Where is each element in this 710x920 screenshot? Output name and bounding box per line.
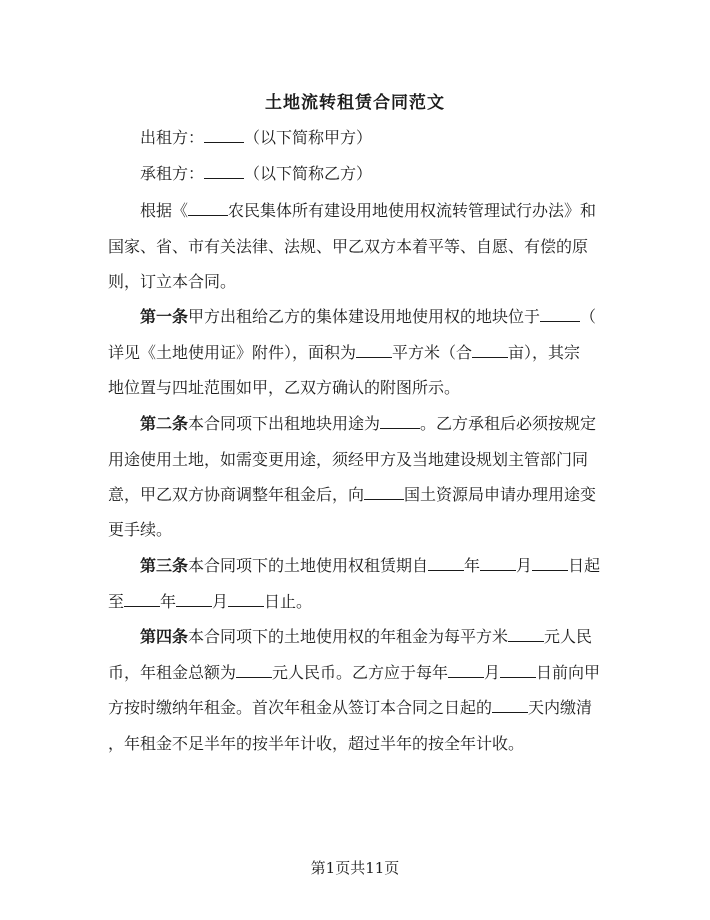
blank-field (500, 663, 536, 678)
article3-label: 第三条 (140, 556, 189, 575)
blank-field (176, 592, 212, 607)
blank-field (204, 128, 244, 143)
lessor-suffix: （以下简称甲方） (244, 128, 373, 147)
article1-line-2 (108, 343, 580, 363)
article4-text: 币，年租金总额为 (108, 663, 237, 682)
preamble-line-2: 国家、省、市有关法律、法规、甲乙双方本着平等、自愿、有偿的原 (108, 237, 589, 256)
article1-text: 平方米（合 (392, 343, 473, 362)
blank-field (428, 556, 464, 571)
blank-field (508, 627, 544, 642)
article3-line-1 (140, 556, 600, 576)
blank-field (448, 663, 484, 678)
lessor-line (140, 128, 372, 148)
article3-text: 日止。 (264, 592, 313, 611)
article2-label: 第二条 (140, 414, 189, 433)
article4-text: 日前向甲 (536, 663, 601, 682)
article2-line-2: 用途使用土地，如需变更用途，须经甲方及当地建设规划主管部门同 (108, 450, 589, 469)
article1-text: 甲方出租给乙方的集体建设用地使用权的地块位于 (188, 307, 541, 326)
lessee-line (140, 164, 372, 184)
article4-text: 元人民 (544, 627, 593, 646)
preamble-line-1 (140, 201, 596, 221)
article4-line-3 (108, 698, 592, 718)
article4-text: 本合同项下的土地使用权的年租金为每平方米 (188, 627, 509, 646)
blank-field (492, 698, 528, 713)
article1-line-3: 地位置与四址范围如甲，乙双方确认的附图所示。 (108, 378, 461, 397)
article2-text: 国土资源局申请办理用途变 (404, 485, 597, 504)
article3-text: 月 (516, 556, 533, 575)
article3-text: 年 (160, 592, 177, 611)
blank-field (356, 343, 392, 358)
lessee-label: 承租方： (140, 164, 205, 183)
blank-field (540, 307, 580, 322)
preamble-text: 农民集体所有建设用地使用权流转管理试行办法》和 (228, 201, 597, 220)
blank-field (188, 201, 228, 216)
blank-field (364, 485, 404, 500)
article4-text: 元人民币。乙方应于每年 (272, 663, 449, 682)
article1-text: （ (580, 307, 597, 326)
article3-text: 年 (464, 556, 481, 575)
blank-field (480, 556, 516, 571)
article4-label: 第四条 (140, 627, 189, 646)
article1-line-1 (140, 307, 596, 327)
article3-text: 本合同项下的土地使用权租赁期自 (188, 556, 429, 575)
blank-field (532, 556, 568, 571)
article1-text: 详见《土地使用证》附件），面积为 (108, 343, 357, 362)
article4-line-1 (140, 627, 592, 647)
article3-line-2 (108, 592, 312, 612)
page-number-footer: 第1页共11页 (310, 859, 400, 877)
article2-text: 。乙方承租后必须按规定 (420, 414, 597, 433)
blank-field (228, 592, 264, 607)
document-title: 土地流转租赁合同范文 (265, 93, 445, 113)
article2-text: 本合同项下出租地块用途为 (188, 414, 381, 433)
blank-field (204, 164, 244, 179)
article1-text: 亩），其宗 (508, 343, 581, 362)
lessor-label: 出租方： (140, 128, 205, 147)
article2-line-4: 更手续。 (108, 520, 173, 539)
article4-line-2 (108, 663, 600, 683)
blank-field (236, 663, 272, 678)
article4-line-4: ，年租金不足半年的按半年计收，超过半年的按全年计收。 (108, 734, 525, 753)
blank-field (380, 414, 420, 429)
article3-text: 月 (212, 592, 229, 611)
preamble-line-3: 则，订立本合同。 (108, 272, 237, 291)
article3-text: 至 (108, 592, 125, 611)
article2-line-3 (108, 485, 596, 505)
lessee-suffix: （以下简称乙方） (244, 164, 373, 183)
article2-text: 意，甲乙双方协商调整年租金后，向 (108, 485, 365, 504)
article4-text: 天内缴清 (528, 698, 593, 717)
blank-field (472, 343, 508, 358)
article2-line-1 (140, 414, 596, 434)
article4-text: 方按时缴纳年租金。首次年租金从签订本合同之日起的 (108, 698, 493, 717)
article1-label: 第一条 (140, 307, 189, 326)
blank-field (124, 592, 160, 607)
preamble-text: 根据《 (140, 201, 189, 220)
article4-text: 月 (484, 663, 501, 682)
article3-text: 日起 (568, 556, 601, 575)
